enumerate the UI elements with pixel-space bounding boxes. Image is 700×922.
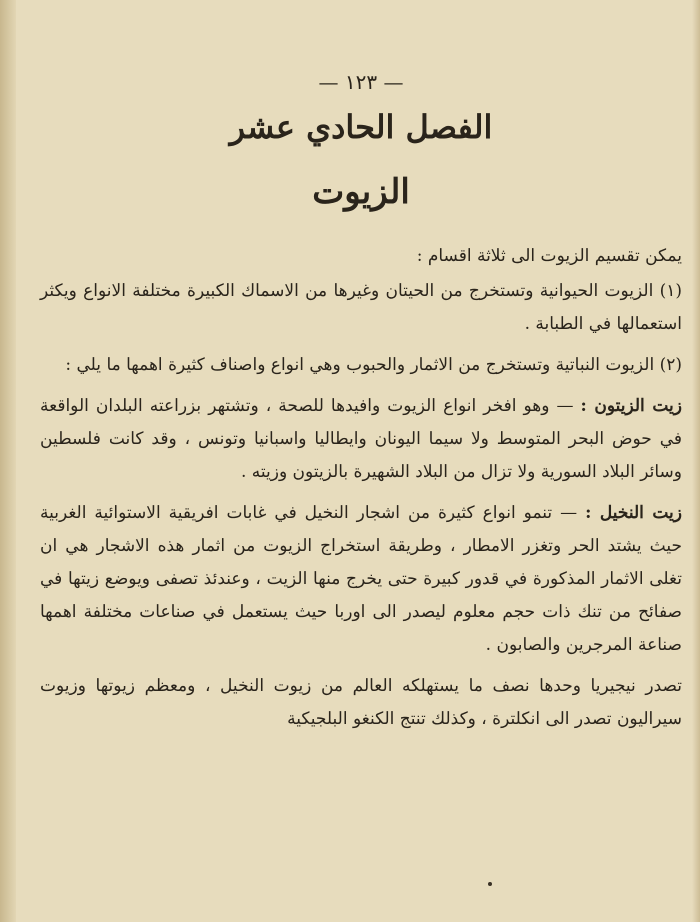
ink-speck (488, 882, 492, 886)
page-edge (692, 0, 700, 922)
palm-oil-paragraph (40, 497, 682, 662)
page-text (40, 60, 682, 744)
page-binding-shadow (0, 0, 16, 922)
section-title: الزيوت (312, 172, 410, 212)
animal-oils-paragraph: (١) الزيوت الحيوانية وتستخرج من الحيتان وغيرها من الاسماك الكبيرة مختلفة الانواع ويكثر استعمالها في الطبابة . (40, 281, 682, 334)
nigeria-paragraph: تصدر نيجيريا وحدها نصف ما يستهلكه العالم من زيوت النخيل ، ومعظم زيوتها وزيوت سيراليون تصدر الى انكلترة ، وكذلك تنتج الكنغو البلجيكية (40, 676, 682, 729)
page-number: — ١٢٣ — (318, 70, 404, 94)
olive-oil-heading: زيت الزيتون : (580, 396, 682, 416)
palm-oil-heading: زيت النخيل : (585, 503, 682, 523)
intro-paragraph: يمكن تقسيم الزيوت الى ثلاثة اقسام : (416, 246, 682, 266)
olive-oil-text: — وهو افخر انواع الزيوت وافيدها للصحة ، وتشتهر بزراعته البلدان الواقعة في حوض البحر المتوسط ولا سيما اليونان وايطاليا واسبانيا وتونس ، وقد كانت فلسطين وسائر البلاد السورية ولا تزال من البلاد الشهيرة بالزيتون وزيته . (40, 396, 682, 482)
chapter-title: الفصل الحادي عشر (229, 108, 493, 146)
vegetable-oils-paragraph: (٢) الزيوت النباتية وتستخرج من الاثمار والحبوب وهي انواع واصناف كثيرة اهمها ما يلي : (65, 355, 682, 375)
palm-oil-text: — تنمو انواع كثيرة من اشجار النخيل في غابات افريقية الاستوائية الغربية حيث يشتد الحر وتغزر الامطار ، وطريقة استخراج الزيوت من اثمار هذه الاشجار هي ان تغلى الاثمار المذكورة في قدور كبيرة حتى يخرج منها الزيت ، وعندئذ تصفى ويوضع زيتها في صفائح من تنك ذات حجم معلوم ليصدر الى اوربا حيث يستعمل في صناعات مختلفة اهمها صناعة المرجرين والصابون . (40, 503, 682, 655)
olive-oil-paragraph (40, 390, 682, 489)
